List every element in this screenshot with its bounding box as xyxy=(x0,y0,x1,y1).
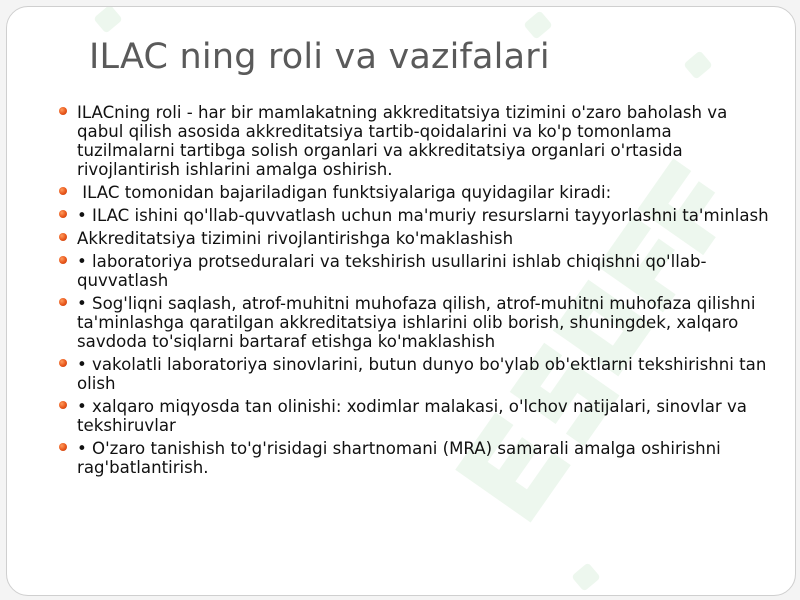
list-item-text: • O'zaro tanishish to'g'risidagi shartnomani (MRA) samarali amalga oshirishni rag'batlantirish. xyxy=(77,439,721,477)
list-item-text: • ILAC ishini qo'llab-quvvatlash uchun ma'muriy resurslarni tayyorlashni ta'minlash xyxy=(77,206,769,225)
list-item xyxy=(59,252,771,290)
list-item xyxy=(59,397,771,435)
list-item xyxy=(59,439,771,477)
bullet-icon xyxy=(59,443,67,451)
list-item xyxy=(59,103,771,179)
bullet-icon xyxy=(59,256,67,264)
list-item-text: • laboratoriya protseduralari va tekshirish usullarini ishlab chiqishni qo'llab-quvvatlash xyxy=(77,252,707,290)
slide-title: ILAC ning roli va vazifalari xyxy=(89,37,550,77)
bullet-icon xyxy=(59,401,67,409)
list-item xyxy=(59,206,771,225)
list-item xyxy=(59,183,771,202)
list-item-text: Akkreditatsiya tizimini rivojlantirishga ko'maklashish xyxy=(77,229,514,248)
list-item-text: • vakolatli laboratoriya sinovlarini, butun dunyo bo'ylab ob'ektlarni tekshirishni tan olish xyxy=(77,355,767,393)
bullet-icon xyxy=(59,298,67,306)
list-item xyxy=(59,294,771,351)
bullet-list xyxy=(59,103,771,481)
list-item-text: ILACning roli - har bir mamlakatning akkreditatsiya tizimini o'zaro baholash va qabul qilish asosida akkreditatsiya tartib-qoidalarini va ko'p tomonlama tuzilmalarni tartibga solish organlari va akkreditatsiya organlari o'rtasida rivojlantirish ishlarini amalga oshirish. xyxy=(77,103,728,179)
bullet-icon xyxy=(59,107,67,115)
bullet-icon xyxy=(59,359,67,367)
bullet-icon xyxy=(59,210,67,218)
list-item xyxy=(59,229,771,248)
list-item-text: • xalqaro miqyosda tan olinishi: xodimlar malakasi, o'lchov natijalari, sinovlar va tekshiruvlar xyxy=(77,397,747,435)
slide xyxy=(6,6,796,596)
list-item-text: ILAC tomonidan bajariladigan funktsiyalariga quyidagilar kiradi: xyxy=(77,183,612,202)
bullet-icon xyxy=(59,187,67,195)
bullet-icon xyxy=(59,233,67,241)
list-item xyxy=(59,355,771,393)
list-item-text: • Sog'liqni saqlash, atrof-muhitni muhofaza qilish, atrof-muhitni muhofaza qilishni ta'minlashga qaratilgan akkreditatsiya ishlarini olib borish, shuningdek, xalqaro savdoda to'siqlarni bartaraf etishga ko'maklashish xyxy=(77,294,756,351)
